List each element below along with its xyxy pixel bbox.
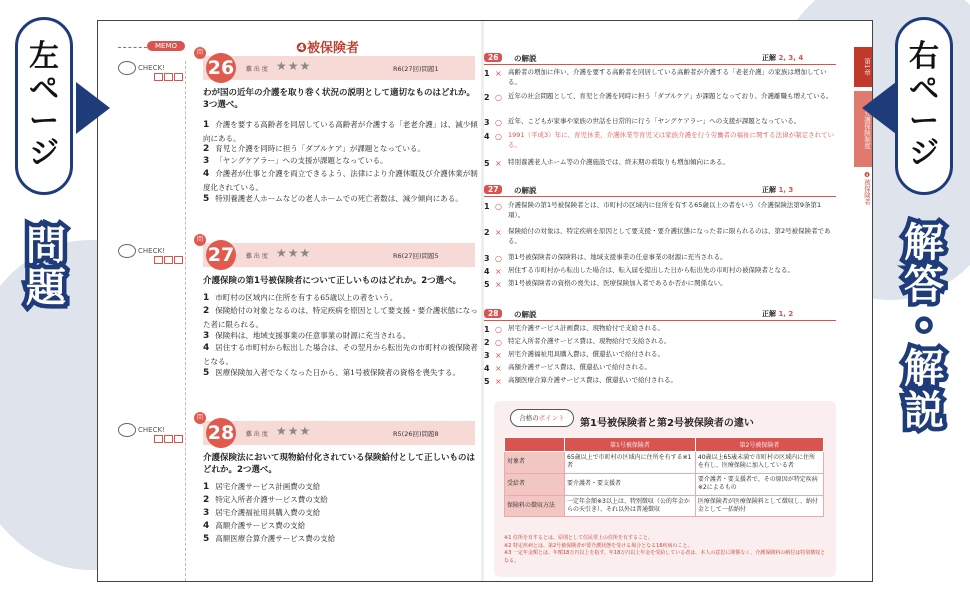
table-cell: 要介護者・要支援者で、その原因が特定疾病※2によるもの <box>695 473 823 495</box>
item-text: 近年、こどもが家事や家族の世話を日常的に行う「ヤングケアラー」への支援が課題となっている。 <box>508 117 801 125</box>
item-text: 介護保険の第1号被保険者とは、市町村の区域内に住所を有する65歳以上の者をいう（介護保険法第9条第1項）。 <box>508 201 822 219</box>
question-marker: 問 <box>194 234 206 246</box>
left-word-problem <box>18 225 74 309</box>
right-word-answer <box>896 222 952 432</box>
option-text: 介護者が仕事と介護を両立できるよう、法律により介護休暇及び介護休業が制度化されている。 <box>203 169 478 192</box>
point-title: 第1号被保険者と第2号被保険者の違い <box>580 418 754 429</box>
difficulty-stars: ★★★ <box>276 246 312 260</box>
option-number: 3 <box>203 331 210 341</box>
item-mark: × <box>495 377 502 386</box>
item-number: 3 <box>484 351 490 360</box>
option-text: 「ヤングケアラー」への支援が課題となっている。 <box>215 156 388 165</box>
answer-item <box>484 324 836 334</box>
item-text: 高齢者の増加に伴い、介護を要する高齢者を同居している高齢者が介護する「老老介護」の家族は増加している。 <box>508 68 827 86</box>
checkbox[interactable] <box>174 435 183 443</box>
table-cell: 要介護者・要支援者 <box>565 473 696 495</box>
right-word-char: 説 <box>904 388 944 434</box>
question-source: R5(26回)問題8 <box>393 430 439 438</box>
option-item <box>203 292 478 306</box>
item-text: 1991（平成3）年に、育児休業、介護休業等育児又は家族介護を行う労働者の福祉に関する法律が制定されている。 <box>508 131 835 149</box>
option-text: 育児と介護を同時に担う「ダブルケア」が課題となっている。 <box>215 144 425 153</box>
check-text: CHECK! <box>138 64 165 72</box>
footnote: ※1 住所を有するとは、原則として住民票上の住所を有すること。 <box>504 535 653 541</box>
left-page-label <box>15 17 73 195</box>
badge-accent: ポイント <box>538 414 565 422</box>
left-page-char: 左 <box>29 39 59 75</box>
option-number: 1 <box>203 293 210 303</box>
answer-header <box>484 53 836 65</box>
option-text: 居宅介護福祉用具購入費の支給 <box>215 508 321 517</box>
answer-item <box>484 350 836 360</box>
item-number: 3 <box>484 118 490 127</box>
item-mark: ○ <box>495 325 502 334</box>
option-item <box>203 520 478 534</box>
item-mark: ○ <box>495 254 502 263</box>
answer-item <box>484 227 836 247</box>
option-number: 2 <box>203 495 210 505</box>
table-cell: 40歳以上65歳未満で市町村の区域内に住所を有し、医療保険に加入している者 <box>695 452 823 474</box>
chapter-tab: 第1章 <box>854 47 872 87</box>
item-mark: × <box>495 364 502 373</box>
question-number: 27 <box>206 240 236 270</box>
item-mark: × <box>495 280 502 289</box>
arrow-left-icon <box>862 82 896 134</box>
left-page <box>98 21 481 581</box>
answer-item <box>484 376 836 386</box>
answer-heading: の解説 <box>514 186 537 195</box>
subsection-tab: ❹被保険者 <box>863 171 871 205</box>
checkbox[interactable] <box>154 73 163 81</box>
checkbox[interactable] <box>154 256 163 264</box>
footnotes <box>504 535 826 565</box>
question-source: R6(27回)問題5 <box>393 252 439 260</box>
correct-value: 2, 3, 4 <box>778 54 804 62</box>
table-row <box>505 452 824 474</box>
item-text: 居住する市町村から転出した場合は、転入届を提出した日から転出先の市町村の被保険者となる。 <box>508 266 794 274</box>
right-page-label <box>895 17 953 195</box>
point-badge <box>510 409 574 427</box>
answer-item <box>484 253 836 263</box>
checkbox[interactable] <box>164 73 173 81</box>
item-text: 保険給付の対象は、特定疾病を原因として要支援・要介護状態になった者に限られるのは、第2号被保険者である。 <box>508 227 831 245</box>
table-row <box>505 473 824 495</box>
item-mark: × <box>495 69 502 78</box>
item-text: 第1号被保険者の資格の喪失は、医療保険加入者であるか否かに関係ない。 <box>508 279 727 287</box>
item-text: 特別養護老人ホーム等の介護施設では、終末期の看取りも増加傾向にある。 <box>508 158 729 166</box>
left-page-char: ジ <box>29 136 59 172</box>
option-number: 5 <box>203 534 210 544</box>
item-mark: ○ <box>495 338 502 347</box>
footnote: ※3 一定年金額とは、年額18万円以上を指す。年18万円以上年金を受給している者は、本人の意思に関係なく、介護保険料の納付は特別徴収となる。 <box>504 550 826 564</box>
answer-item <box>484 337 836 347</box>
answer-item <box>484 266 836 276</box>
item-text: 特定入所者介護サービス費は、現物給付で支給される。 <box>508 337 671 345</box>
correct-label: 正解 <box>762 310 776 318</box>
difficulty-stars: ★★★ <box>276 424 312 438</box>
answer-heading: の解説 <box>514 310 537 319</box>
table-header-row <box>505 438 824 452</box>
checkbox[interactable] <box>174 256 183 264</box>
correct-value: 1, 3 <box>778 186 794 194</box>
option-number: 4 <box>203 343 210 353</box>
question-source: R6(27回)問題1 <box>393 65 439 73</box>
answer-item <box>484 158 836 168</box>
question-marker: 問 <box>194 47 206 59</box>
left-page-char: ペ <box>29 71 59 107</box>
right-word-char: 解 <box>904 220 944 266</box>
table-row <box>505 495 824 517</box>
right-page <box>484 21 847 581</box>
mascot-icon <box>118 61 136 75</box>
difficulty-label: 難 出 度 <box>246 431 268 438</box>
mascot-icon <box>118 244 136 258</box>
answer-item <box>484 92 836 102</box>
option-item <box>203 155 478 169</box>
item-number: 5 <box>484 159 490 168</box>
book-spread <box>97 20 873 582</box>
question-text: わが国の近年の介護を取り巻く状況の説明として適切なものはどれか。3つ選べ。 <box>203 88 476 111</box>
footnote: ※2 特定疾病とは、第2号被保険者が要介護状態を受ける場合となる16疾病のこと。 <box>504 542 693 549</box>
table-row-header: 対象者 <box>505 452 565 474</box>
arrow-right-icon <box>76 82 110 134</box>
option-number: 2 <box>203 306 210 316</box>
table-col-header: 第1号被保険者 <box>565 438 696 452</box>
chapter-title: ❹被保険者 <box>296 41 360 56</box>
correct-value: 1, 2 <box>778 310 794 318</box>
question-text: 介護保険法において現物給付化されている保険給付として正しいものはどれか。2つ選べ。 <box>203 453 476 476</box>
item-number: 4 <box>484 364 490 373</box>
option-text: 特定入所者介護サービス費の支給 <box>215 495 328 504</box>
option-text: 高額介護サービス費の支給 <box>215 521 306 530</box>
item-text: 近年の社会問題として、育児と介護を同時に担う「ダブルケア」が課題となっており、介護離職も増えている。 <box>508 92 833 100</box>
right-page-char: ジ <box>909 136 939 172</box>
answer-item <box>484 117 836 127</box>
item-number: 3 <box>484 254 490 263</box>
answer-item <box>484 201 836 221</box>
item-number: 1 <box>484 202 490 211</box>
option-text: 保険給付の対象となるのは、特定疾病を原因として要支援・要介護状態になった者に限られる。 <box>203 306 478 329</box>
right-page-char: ペ <box>909 71 939 107</box>
answer-item <box>484 68 836 88</box>
item-text: 高額医療合算介護サービス費は、償還払いで給付される。 <box>508 376 677 384</box>
option-number: 2 <box>203 144 210 154</box>
item-mark: ○ <box>495 118 502 127</box>
checkbox[interactable] <box>154 435 163 443</box>
item-number: 2 <box>484 228 490 237</box>
answer-header <box>484 185 836 197</box>
option-text: 特別養護老人ホームなどの老人ホームでの死亡者数は、減少傾向にある。 <box>215 194 463 203</box>
item-mark: ○ <box>495 93 502 102</box>
table-row-header: 保険料の徴収方法 <box>505 495 565 517</box>
right-page-char: ー <box>909 104 939 139</box>
section-tab: 介護保険制度 <box>854 91 872 167</box>
difficulty-label: 難 出 度 <box>246 66 268 73</box>
question-text: 介護保険の第1号被保険者について正しいものはどれか。2つ選べ。 <box>203 276 462 286</box>
correct-answer <box>762 309 793 319</box>
item-text: 居宅介護福祉用具購入費は、償還払いで給付される。 <box>508 350 664 358</box>
right-word-char: 解 <box>904 346 944 392</box>
item-text: 居宅介護サービス計画費は、現物給付で支給される。 <box>508 324 664 332</box>
item-number: 1 <box>484 325 490 334</box>
question-number: 28 <box>206 418 236 448</box>
right-page-char: 右 <box>909 39 939 75</box>
option-number: 4 <box>203 169 210 179</box>
check-text: CHECK! <box>138 426 165 434</box>
check-boxes[interactable] <box>154 73 183 81</box>
margin-divider <box>185 61 186 581</box>
checkbox[interactable] <box>174 73 183 81</box>
check-boxes[interactable] <box>154 435 183 443</box>
difficulty-label: 難 出 度 <box>246 253 268 260</box>
option-number: 5 <box>203 368 210 378</box>
answer-number: 26 <box>484 53 502 62</box>
correct-label: 正解 <box>762 54 776 62</box>
item-mark: × <box>495 228 502 237</box>
answer-item <box>484 131 836 151</box>
option-text: 居宅介護サービス計画費の支給 <box>215 482 321 491</box>
option-text: 高額医療合算介護サービス費の支給 <box>215 534 336 543</box>
option-item <box>203 533 478 547</box>
correct-answer <box>762 53 803 63</box>
item-mark: ○ <box>495 202 502 211</box>
item-number: 4 <box>484 267 490 276</box>
left-word-char: 問 <box>26 223 66 269</box>
answer-number: 28 <box>484 309 502 318</box>
right-word-char: 答 <box>904 262 944 308</box>
item-number: 2 <box>484 338 490 347</box>
option-number: 1 <box>203 482 210 492</box>
left-word-char: 題 <box>26 265 66 311</box>
mascot-icon <box>118 423 136 437</box>
option-number: 3 <box>203 508 210 518</box>
option-number: 1 <box>203 120 210 130</box>
answer-item <box>484 279 836 289</box>
difficulty-stars: ★★★ <box>276 59 312 73</box>
item-mark: × <box>495 267 502 276</box>
checkbox[interactable] <box>164 256 173 264</box>
table-row-header: 受給者 <box>505 473 565 495</box>
comparison-table <box>504 437 824 517</box>
answer-heading: の解説 <box>514 54 537 63</box>
option-number: 3 <box>203 156 210 166</box>
option-item <box>203 494 478 508</box>
item-number: 1 <box>484 69 490 78</box>
question-number: 26 <box>206 53 236 83</box>
option-text: 居住する市町村から転出した場合は、その翌月から転出先の市町村の被保険者となる。 <box>203 343 478 366</box>
checkbox[interactable] <box>164 435 173 443</box>
item-text: 高額介護サービス費は、償還払いで給付される。 <box>508 363 651 371</box>
badge-prefix: 合格の <box>519 414 539 422</box>
answer-item <box>484 363 836 373</box>
option-text: 市町村の区域内に住所を有する65歳以上の者をいう。 <box>215 293 398 302</box>
option-item <box>203 119 478 144</box>
table-cell: 医療保険者が医療保険料として徴収し、納付金として一括納付 <box>695 495 823 517</box>
item-number: 4 <box>484 132 490 141</box>
item-number: 5 <box>484 377 490 386</box>
item-number: 2 <box>484 93 490 102</box>
question-marker: 問 <box>194 412 206 424</box>
option-text: 医療保険加入者でなくなった日から、第1号被保険者の資格を喪失する。 <box>215 368 461 377</box>
option-item <box>203 305 478 330</box>
table-cell: 65歳以上で市町村の区域内に住所を有する※1者 <box>565 452 696 474</box>
item-mark: × <box>495 159 502 168</box>
answer-number: 27 <box>484 185 502 194</box>
option-number: 5 <box>203 194 210 204</box>
option-text: 保険料は、地域支援事業の任意事業の財源に充当される。 <box>215 331 411 340</box>
memo-tag: MEMO <box>147 41 185 51</box>
left-page-char: ー <box>29 104 59 139</box>
option-item <box>203 481 478 495</box>
correct-answer <box>762 185 793 195</box>
check-text: CHECK! <box>138 247 165 255</box>
option-text: 介護を要する高齢者を同居している高齢者が介護する「老老介護」は、減少傾向にある。 <box>203 120 478 143</box>
item-mark: × <box>495 351 502 360</box>
option-item <box>203 193 478 207</box>
right-word-char: ・ <box>904 304 944 350</box>
table-col-header: 第2号被保険者 <box>695 438 823 452</box>
option-number: 4 <box>203 521 210 531</box>
correct-label: 正解 <box>762 186 776 194</box>
check-boxes[interactable] <box>154 256 183 264</box>
item-text: 第1号被保険者の保険料は、地域支援事業の任意事業の財源に充当される。 <box>508 253 727 261</box>
table-corner <box>505 438 565 452</box>
table-cell: 一定年金額※3以上は、特別徴収（公的年金からの天引き）、それ以外は普通徴収 <box>565 495 696 517</box>
point-box <box>494 401 836 577</box>
answer-header <box>484 309 836 321</box>
item-number: 5 <box>484 280 490 289</box>
option-item <box>203 507 478 521</box>
item-mark: ○ <box>495 132 502 141</box>
option-item <box>203 168 478 193</box>
option-item <box>203 342 478 367</box>
option-item <box>203 367 478 381</box>
